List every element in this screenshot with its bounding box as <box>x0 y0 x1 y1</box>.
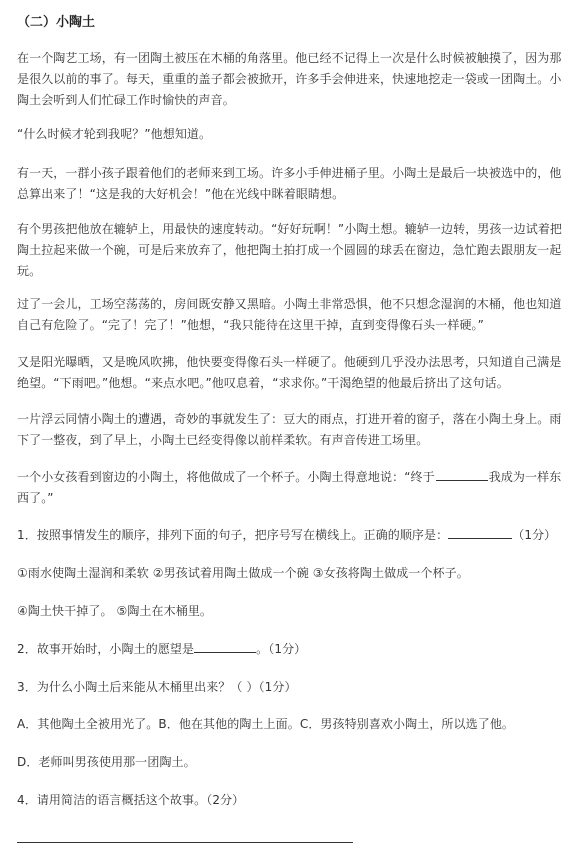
story-paragraph-8-start: 一个小女孩看到窗边的小陶土，将他做成了一个杯子。小陶土得意地说：“终于 <box>17 470 435 484</box>
question-3-options-b: D．老师叫男孩使用那一团陶土。 <box>17 755 196 769</box>
story-paragraph-1: 在一个陶艺工场，有一团陶土被压在木桶的角落里。他已经不记得上一次是什么时候被触摸了，因为那是很久以前的事了。每天，重重的盖子都会被掀开，许多手会伸进来，快速地挖走一袋或一团陶土。小陶土会听到人们忙碌工作时愉快的声音。 <box>17 51 562 107</box>
answer-blank-1[interactable] <box>448 526 512 539</box>
dash-line <box>436 473 488 481</box>
story-paragraph-7: 一片浮云同情小陶土的遭遇，奇妙的事就发生了：豆大的雨点，打进开着的窗子，落在小陶土身上。雨下了一整夜，到了早上，小陶土已经变得像以前样柔软。有声音传进工场里。 <box>17 412 562 447</box>
story-paragraph-8 <box>17 467 563 509</box>
question-1 <box>17 525 563 546</box>
question-2-text: 2．故事开始时，小陶土的愿望是 <box>17 642 195 656</box>
story-paragraph-3: 有一天，一群小孩子跟着他们的老师来到工场。许多小手伸进桶子里。小陶土是最后一块被选中的，他总算出来了！“这是我的大好机会！”他在光线中眯着眼睛想。 <box>17 166 562 201</box>
story-paragraph-8-end: 我成为一样东西了。” <box>17 470 562 505</box>
answer-line-4[interactable] <box>17 842 353 843</box>
question-2 <box>17 639 563 660</box>
story-paragraph-4: 有个男孩把他放在辘轳上，用最快的速度转动。“好好玩啊！”小陶土想。辘轳一边转，男孩一边试着把陶土拉起来做一个碗，可是后来放弃了，他把陶土拍打成一个圆圆的球丢在窗边，急忙跑去跟朋友一起玩。 <box>17 222 563 278</box>
question-1-options-b: ④陶土快干掉了。 ⑤陶土在木桶里。 <box>17 604 213 618</box>
question-4: 4．请用简洁的语言概括这个故事。（2分） <box>17 793 245 807</box>
section-title: （二）小陶土 <box>17 15 96 30</box>
question-3-options-a: A．其他陶土全被用光了。B．他在其他的陶土上面。C．男孩特别喜欢小陶土，所以选了他。 <box>17 717 515 731</box>
question-3: 3．为什么小陶土后来能从木桶里出来？（ ）（1分） <box>17 680 297 694</box>
question-1-score: （1分） <box>512 528 557 542</box>
question-2-end: 。（1分） <box>256 642 307 656</box>
story-paragraph-5: 过了一会儿，工场空荡荡的，房间既安静又黑暗。小陶土非常恐惧，他不只想念湿润的木桶，他也知道自己有危险了。“完了！完了！”他想，“我只能待在这里干掉，直到变得像石头一样硬。” <box>17 297 562 332</box>
story-paragraph-2: “什么时候才轮到我呢？”他想知道。 <box>17 127 212 141</box>
question-1-options-a: ①雨水使陶土湿润和柔软 ②男孩试着用陶土做成一个碗 ③女孩将陶土做成一个杯子。 <box>17 566 469 580</box>
answer-blank-2[interactable] <box>194 640 256 653</box>
question-1-text: 1．按照事情发生的顺序，排列下面的句子，把序号写在横线上。正确的顺序是： <box>17 528 449 542</box>
story-paragraph-6: 又是阳光曝晒，又是晚风吹拂，他快要变得像石头一样硬了。他硬到几乎没办法思考，只知道自己满是绝望。“下雨吧。”他想。“来点水吧。”他叹息着，“求求你。”干渴绝望的他最后挤出了这句话。 <box>17 355 562 390</box>
